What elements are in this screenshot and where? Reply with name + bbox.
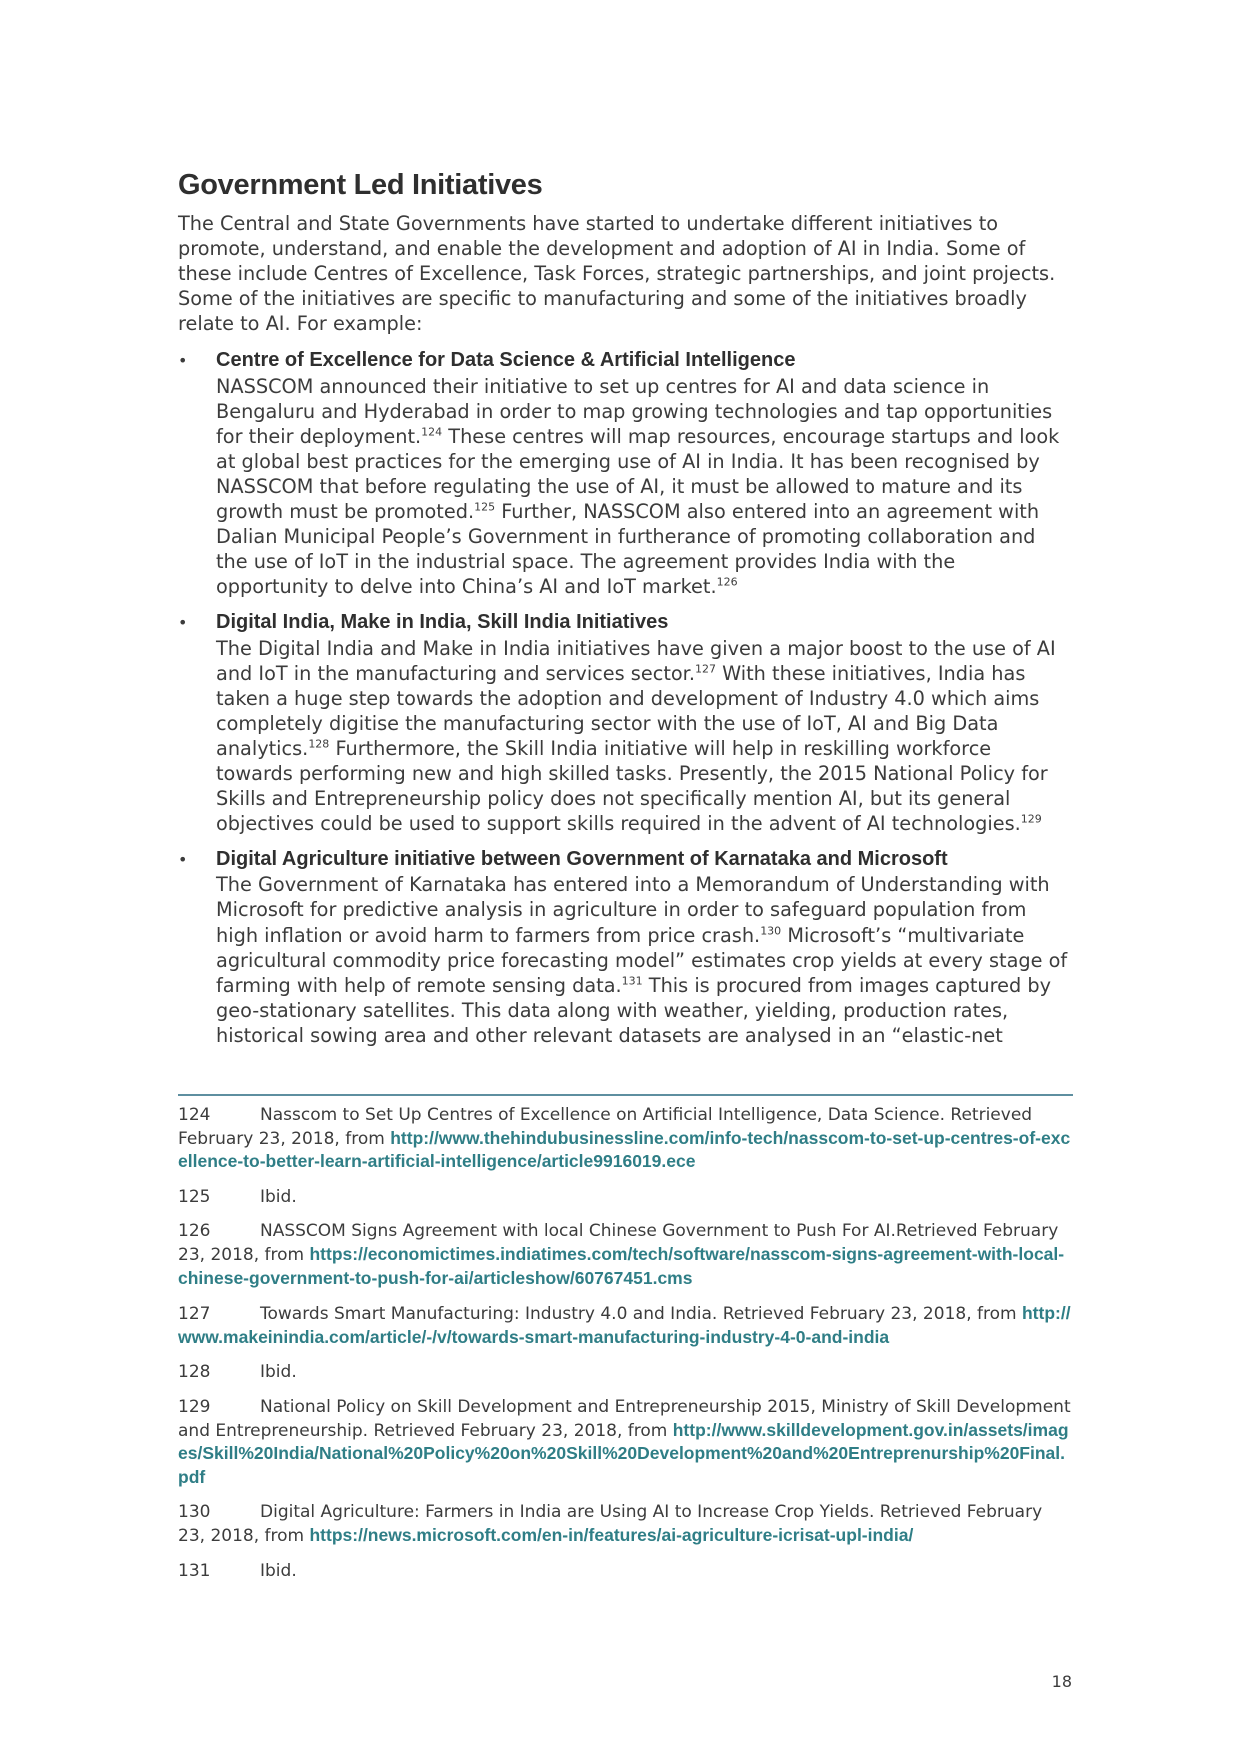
footnote-item: [178, 1396, 1073, 1489]
footnote-item: [178, 1220, 1073, 1290]
footnote-number: 124: [178, 1105, 211, 1125]
list-item-title: Digital Agriculture initiative between Government of Karnataka and Microsoft: [216, 848, 948, 871]
footnote-ref[interactable]: 128: [308, 737, 330, 751]
footnote-item: [178, 1501, 1073, 1547]
footnote-number: 126: [178, 1221, 211, 1242]
footnote-number: 130: [178, 1502, 211, 1523]
footnote-link[interactable]: https://economictimes.indiatimes.com/tech/software/nasscom-signs-agreement-with-local-chinese-government-to-push-for-ai/articleshow/60767451.cms: [178, 1243, 1065, 1288]
footnote-text: Digital Agriculture: Farmers in India are Using AI to Increase Crop Yields. Retrieved February 23, 2018, from: [178, 1502, 1043, 1546]
list-item-body: The Government of Karnataka has entered into a Memorandum of Understanding with Microsoft for predictive analysis in agriculture in order to safeguard population from high inflation or avoid harm to farmers from price crash.$^{130}$ Microsoft’s “multivariate agricultural commodity price forecasting model” estimates crop yields at every stage of farming with help of remote sensing data.$^{131}$ This is procured from images captured by geo-stationary satellites. This data along with weather, yielding, production rates, historical sowing area and other relevant datasets are analysed in an “elastic-net: [216, 873, 1068, 1047]
footnotes: [178, 1104, 1073, 1594]
footnote-link[interactable]: http://www.makeinindia.com/article/-/v/towards-smart-manufacturing-industry-4-0-and-india: [178, 1303, 1071, 1347]
footnote-link[interactable]: http://www.thehindubusinessline.com/info-tech/nasscom-to-set-up-centres-of-excellence-to-better-learn-artificial-intelligence/article9916019.ece: [178, 1127, 1071, 1172]
footnote-ref[interactable]: 127: [694, 662, 716, 676]
intro-paragraph: The Central and State Governments have started to undertake different initiatives to promote, understand, and enable the development and adoption of AI in India. Some of these include Centres of Excellence, Task Forces, strategic partnerships, and joint projects. Some of the initiatives are specific to manufacturing and some of the initiatives broadly relate to AI. For example:: [178, 212, 1056, 336]
footnote-item: [178, 1186, 1073, 1209]
footnote-item: [178, 1302, 1073, 1349]
bullet-icon: •: [178, 850, 188, 870]
footnote-text: Ibid.: [260, 1560, 297, 1581]
list-item-body: The Digital India and Make in India initiatives have given a major boost to the use of AI and IoT in the manufacturing and services sector.$^{127}$ With these initiatives, India has taken a huge step towards the adoption and development of Industry 4.0 which aims completely digitise the manufacturing sector with the use of IoT, AI and Big Data analytics.$^{128}$ Furthermore, the Skill India initiative will help in reskilling workforce towards performing new and high skilled tasks. Presently, the 2015 National Policy for Skills and Entrepreneurship policy does not specifically mention AI, but its general objectives could be used to support skills required in the advent of AI technologies.$^{129}$: [216, 636, 1056, 836]
footnote-ref[interactable]: 126: [716, 575, 738, 589]
bullet-icon: •: [178, 613, 188, 633]
footnote-text: Ibid.: [260, 1362, 297, 1383]
footnote-link[interactable]: http://www.skilldevelopment.gov.in/assets/images/Skill%20India/National%20Policy%20on%20Skill%20Development%20and%20Entreprenurship%20Final.pdf: [178, 1419, 1069, 1487]
page-title: Government Led Initiatives: [178, 169, 543, 201]
footnote-text: Towards Smart Manufacturing: Industry 4.0 and India. Retrieved February 23, 2018, from: [260, 1304, 1022, 1325]
initiative-list: [178, 348, 1073, 1048]
list-item-title: Centre of Excellence for Data Science & Artificial Intelligence: [216, 349, 796, 372]
list-item-body: NASSCOM announced their initiative to set up centres for AI and data science in Bengaluru and Hyderabad in order to map growing technologies and tap opportunities for their deployment.$^{124}$ These centres will map resources, encourage startups and look at global best practices for the emerging use of AI in India. It has been recognised by NASSCOM that before regulating the use of AI, it must be allowed to mature and its growth must be promoted.$^{125}$ Further, NASSCOM also entered into an agreement with Dalian Municipal People’s Government in furtherance of promoting collaboration and the use of IoT in the industrial space. The agreement provides India with the opportunity to delve into China’s AI and IoT market.$^{126}$: [216, 374, 1060, 599]
footnote-text: National Policy on Skill Development and Entrepreneurship 2015, Ministry of Skill Development and Entrepreneurship. Retrieved February 23, 2018, from: [178, 1396, 1071, 1441]
footnote-number: 125: [178, 1186, 211, 1207]
footnote-item: [178, 1560, 1073, 1583]
footnote-ref[interactable]: 131: [621, 974, 643, 988]
list-item: [178, 610, 1073, 836]
footnote-item: [178, 1361, 1073, 1384]
list-item: [178, 348, 1073, 599]
list-item: [178, 847, 1073, 1048]
footnote-ref[interactable]: 124: [421, 425, 443, 439]
footnote-ref[interactable]: 125: [474, 500, 496, 514]
list-item-title: Digital India, Make in India, Skill India Initiatives: [216, 611, 669, 634]
footnote-ref[interactable]: 130: [760, 924, 782, 938]
footnote-text: NASSCOM Signs Agreement with local Chinese Government to Push For AI.Retrieved February 23, 2018, from: [178, 1221, 1059, 1265]
footnote-text: Nasscom to Set Up Centres of Excellence on Artificial Intelligence, Data Science. Retrieved February 23, 2018, from: [178, 1105, 1033, 1149]
page-number: 18: [1051, 1672, 1072, 1691]
footnote-number: 127: [178, 1304, 211, 1325]
footnote-number: 131: [178, 1560, 211, 1581]
footnote-number: 129: [178, 1396, 211, 1417]
footnote-item: [178, 1104, 1073, 1174]
footnote-divider: [178, 1094, 1073, 1096]
footnote-number: 128: [178, 1362, 211, 1383]
footnote-text: Ibid.: [260, 1186, 297, 1207]
bullet-icon: •: [178, 351, 188, 371]
main-content: [178, 168, 1073, 1059]
footnote-link[interactable]: https://news.microsoft.com/en-in/features/ai-agriculture-icrisat-upl-india/: [309, 1524, 914, 1545]
footnote-ref[interactable]: 129: [1020, 812, 1042, 826]
